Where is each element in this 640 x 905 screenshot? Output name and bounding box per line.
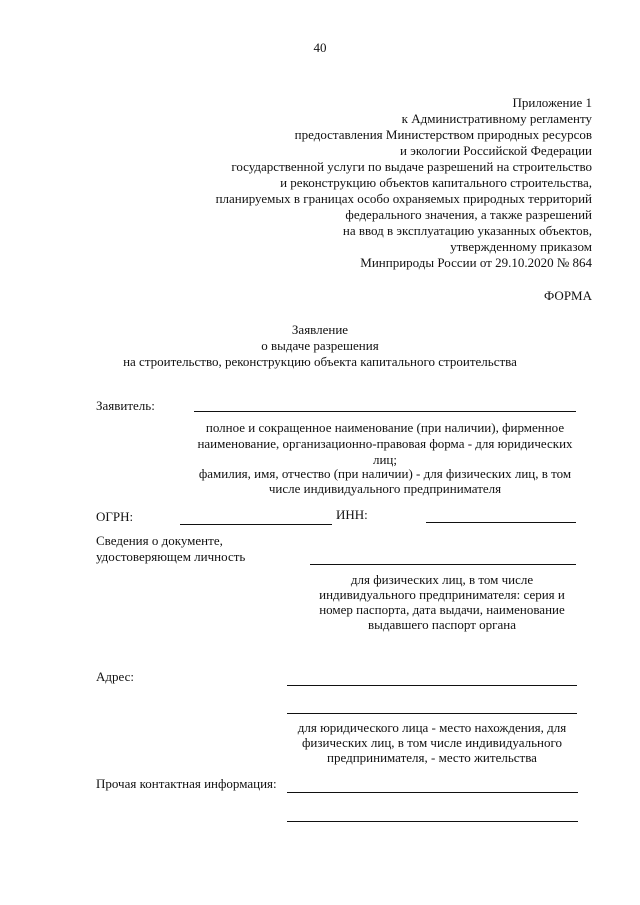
appendix-line: планируемых в границах особо охраняемых природных территорий [215, 191, 592, 206]
applicant-hint: числе индивидуального предпринимателя [268, 481, 502, 496]
id-document-hint: для физических лиц, в том числе [350, 572, 534, 587]
applicant-hint: лиц; [372, 452, 397, 467]
address-hint: для юридического лица - место нахождения, для [297, 720, 567, 735]
document-title: Заявление [291, 322, 349, 337]
document-subtitle: на строительство, реконструкцию объекта капитального строительства [123, 354, 517, 369]
address-label: Адрес: [96, 669, 134, 684]
appendix-line: к Административному регламенту [401, 111, 592, 126]
address-input-line[interactable] [287, 713, 577, 714]
contact-label: Прочая контактная информация: [96, 776, 277, 791]
inn-label: ИНН: [336, 507, 368, 522]
applicant-hint: наименование, организационно-правовая форма - для юридических [197, 436, 573, 451]
inn-input-line[interactable] [426, 522, 576, 523]
address-input-line[interactable] [287, 685, 577, 686]
ogrn-input-line[interactable] [180, 524, 332, 525]
page-number: 40 [313, 40, 327, 55]
appendix-line: государственной услуги по выдаче разрешений на строительство [231, 159, 592, 174]
id-document-hint: номер паспорта, дата выдачи, наименование [319, 602, 565, 617]
appendix-line: и реконструкцию объектов капитального строительства, [280, 175, 592, 190]
ogrn-label: ОГРН: [96, 509, 134, 524]
id-document-label: удостоверяющем личность [96, 549, 246, 564]
appendix-line: утвержденному приказом [450, 239, 592, 254]
appendix-line: и экологии Российской Федерации [400, 143, 592, 158]
id-document-hint: индивидуального предпринимателя: серия и [319, 587, 565, 602]
address-hint: предпринимателя, - место жительства [327, 750, 537, 765]
id-document-input-line[interactable] [310, 564, 576, 565]
id-document-hint: выдавшего паспорт органа [368, 617, 516, 632]
applicant-hint: полное и сокращенное наименование (при наличии), фирменное [205, 420, 565, 435]
form-label: ФОРМА [544, 288, 592, 303]
appendix-line: Минприроды России от 29.10.2020 № 864 [360, 255, 592, 270]
contact-input-line[interactable] [287, 792, 578, 793]
document-subtitle: о выдаче разрешения [261, 338, 379, 353]
appendix-line: предоставления Министерством природных ресурсов [294, 127, 592, 142]
applicant-input-line[interactable] [194, 411, 576, 412]
appendix-line: на ввод в эксплуатацию указанных объектов, [342, 223, 592, 238]
contact-input-line[interactable] [287, 821, 578, 822]
appendix-line: Приложение 1 [512, 95, 592, 110]
id-document-label: Сведения о документе, [96, 533, 223, 548]
address-hint: физических лиц, в том числе индивидуального [302, 735, 562, 750]
appendix-line: федерального значения, а также разрешений [345, 207, 592, 222]
applicant-hint: фамилия, имя, отчество (при наличии) - для физических лиц, в том [198, 466, 572, 481]
applicant-label: Заявитель: [96, 398, 155, 413]
